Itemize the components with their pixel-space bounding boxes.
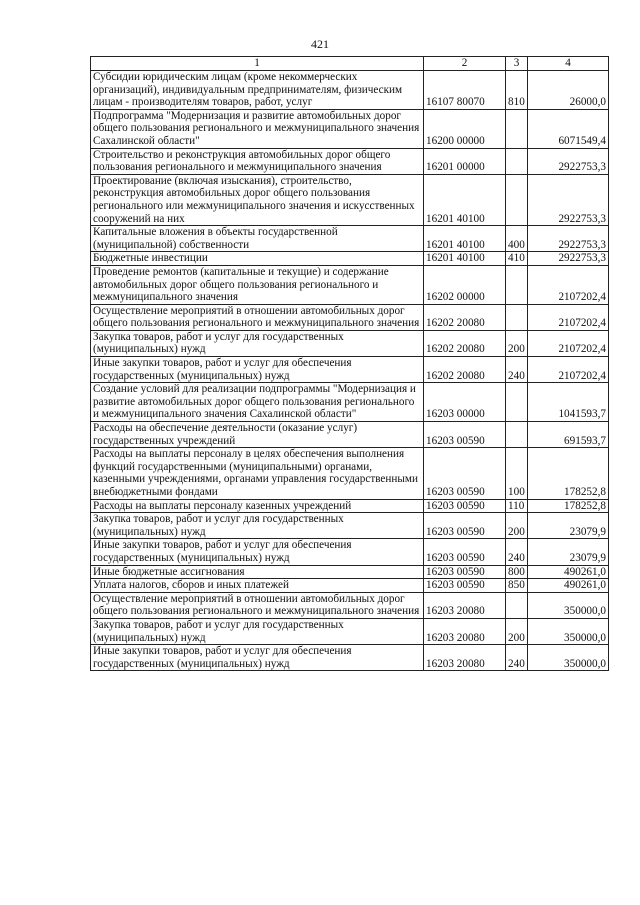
row-type-cell: 240: [506, 539, 528, 565]
table-row: [91, 265, 609, 304]
table-header-row: [91, 57, 609, 71]
page-number: 421: [311, 37, 329, 51]
row-type-cell: 810: [506, 71, 528, 110]
table-row: [91, 357, 609, 383]
row-type-cell: [506, 383, 528, 422]
row-name-cell: Расходы на обеспечение деятельности (оказание услуг) государственных учреждений: [91, 422, 424, 448]
row-name-cell: Бюджетные инвестиции: [91, 252, 424, 266]
row-sum-cell: 691593,7: [528, 422, 609, 448]
table-row: [91, 539, 609, 565]
table-row: [91, 579, 609, 593]
row-name-cell: Закупка товаров, работ и услуг для государственных (муниципальных) нужд: [91, 513, 424, 539]
table-row: [91, 565, 609, 579]
row-type-cell: 240: [506, 357, 528, 383]
row-type-cell: [506, 592, 528, 618]
row-name-cell: Субсидии юридическим лицам (кроме некоммерческих организаций), индивидуальным предпринимателям, физическим лицам - производителям товаров, работ, услуг: [91, 71, 424, 110]
column-header-name: 1: [91, 57, 424, 71]
row-code-cell: 16203 00590: [424, 499, 506, 513]
row-type-cell: [506, 174, 528, 225]
row-type-cell: 410: [506, 252, 528, 266]
row-sum-cell: 178252,8: [528, 499, 609, 513]
row-code-cell: 16200 00000: [424, 109, 506, 148]
row-name-cell: Строительство и реконструкция автомобильных дорог общего пользования регионального и межмуниципального значения: [91, 148, 424, 174]
row-code-cell: 16201 40100: [424, 226, 506, 252]
row-code-cell: 16203 20080: [424, 618, 506, 644]
row-name-cell: Закупка товаров, работ и услуг для государственных (муниципальных) нужд: [91, 618, 424, 644]
table-row: [91, 618, 609, 644]
row-sum-cell: 178252,8: [528, 448, 609, 499]
row-sum-cell: 26000,0: [528, 71, 609, 110]
row-code-cell: 16203 00590: [424, 565, 506, 579]
table-row: [91, 174, 609, 225]
row-name-cell: Иные закупки товаров, работ и услуг для обеспечения государственных (муниципальных) нужд: [91, 539, 424, 565]
row-sum-cell: 490261,0: [528, 579, 609, 593]
row-type-cell: 200: [506, 330, 528, 356]
table-row: [91, 422, 609, 448]
row-type-cell: 400: [506, 226, 528, 252]
row-code-cell: 16201 40100: [424, 174, 506, 225]
row-name-cell: Иные закупки товаров, работ и услуг для обеспечения государственных (муниципальных) нужд: [91, 645, 424, 671]
row-code-cell: 16203 20080: [424, 592, 506, 618]
row-sum-cell: 350000,0: [528, 592, 609, 618]
row-sum-cell: 490261,0: [528, 565, 609, 579]
row-sum-cell: 350000,0: [528, 645, 609, 671]
row-sum-cell: 2107202,4: [528, 330, 609, 356]
row-name-cell: Проектирование (включая изыскания), строительство, реконструкция автомобильных дорог общего пользования регионального или межмуниципального значения и искусственных сооружений на них: [91, 174, 424, 225]
row-code-cell: 16202 00000: [424, 265, 506, 304]
row-code-cell: 16202 20080: [424, 304, 506, 330]
row-name-cell: Капитальные вложения в объекты государственной (муниципальной) собственности: [91, 226, 424, 252]
table-row: [91, 226, 609, 252]
row-sum-cell: 2922753,3: [528, 252, 609, 266]
row-type-cell: [506, 265, 528, 304]
row-type-cell: 100: [506, 448, 528, 499]
table-row: [91, 304, 609, 330]
row-code-cell: 16203 20080: [424, 645, 506, 671]
row-name-cell: Создание условий для реализации подпрограммы "Модернизация и развитие автомобильных дорог общего пользования регионального и межмуниципального значения Сахалинской области": [91, 383, 424, 422]
row-type-cell: 200: [506, 513, 528, 539]
row-type-cell: 240: [506, 645, 528, 671]
column-header-sum: 4: [528, 57, 609, 71]
row-code-cell: 16201 00000: [424, 148, 506, 174]
row-code-cell: 16107 80070: [424, 71, 506, 110]
row-name-cell: Расходы на выплаты персоналу в целях обеспечения выполнения функций государственными (муниципальными) органами, казенными учреждениями, органами управления государственными внебюджетными фондами: [91, 448, 424, 499]
row-sum-cell: 2922753,3: [528, 174, 609, 225]
table-row: [91, 513, 609, 539]
row-sum-cell: 1041593,7: [528, 383, 609, 422]
row-type-cell: [506, 422, 528, 448]
row-sum-cell: 2107202,4: [528, 265, 609, 304]
row-sum-cell: 2922753,3: [528, 148, 609, 174]
row-type-cell: 850: [506, 579, 528, 593]
row-code-cell: 16201 40100: [424, 252, 506, 266]
table-row: [91, 592, 609, 618]
table-row: [91, 448, 609, 499]
row-sum-cell: 23079,9: [528, 539, 609, 565]
row-code-cell: 16203 00590: [424, 448, 506, 499]
row-sum-cell: 2107202,4: [528, 357, 609, 383]
row-code-cell: 16203 00590: [424, 579, 506, 593]
table-row: [91, 109, 609, 148]
table-row: [91, 645, 609, 671]
row-sum-cell: 2922753,3: [528, 226, 609, 252]
table-row: [91, 71, 609, 110]
table-row: [91, 383, 609, 422]
row-name-cell: Осуществление мероприятий в отношении автомобильных дорог общего пользования регионального и межмуниципального значения: [91, 592, 424, 618]
row-type-cell: 800: [506, 565, 528, 579]
table-row: [91, 148, 609, 174]
row-name-cell: Расходы на выплаты персоналу казенных учреждений: [91, 499, 424, 513]
table-row: [91, 499, 609, 513]
row-sum-cell: 350000,0: [528, 618, 609, 644]
row-code-cell: 16202 20080: [424, 357, 506, 383]
column-header-type: 3: [506, 57, 528, 71]
row-type-cell: 110: [506, 499, 528, 513]
row-code-cell: 16203 00590: [424, 539, 506, 565]
row-sum-cell: 2107202,4: [528, 304, 609, 330]
row-name-cell: Иные закупки товаров, работ и услуг для обеспечения государственных (муниципальных) нужд: [91, 357, 424, 383]
table-row: [91, 330, 609, 356]
row-code-cell: 16203 00590: [424, 513, 506, 539]
column-header-code: 2: [424, 57, 506, 71]
row-sum-cell: 6071549,4: [528, 109, 609, 148]
row-type-cell: [506, 148, 528, 174]
row-name-cell: Закупка товаров, работ и услуг для государственных (муниципальных) нужд: [91, 330, 424, 356]
row-name-cell: Осуществление мероприятий в отношении автомобильных дорог общего пользования регионального и межмуниципального значения: [91, 304, 424, 330]
row-type-cell: [506, 304, 528, 330]
row-name-cell: Подпрограмма "Модернизация и развитие автомобильных дорог общего пользования регионального и межмуниципального значения Сахалинской области": [91, 109, 424, 148]
row-type-cell: [506, 109, 528, 148]
row-sum-cell: 23079,9: [528, 513, 609, 539]
budget-table: [90, 56, 609, 671]
row-name-cell: Иные бюджетные ассигнования: [91, 565, 424, 579]
table-row: [91, 252, 609, 266]
row-code-cell: 16203 00590: [424, 422, 506, 448]
row-code-cell: 16203 00000: [424, 383, 506, 422]
row-code-cell: 16202 20080: [424, 330, 506, 356]
row-name-cell: Уплата налогов, сборов и иных платежей: [91, 579, 424, 593]
row-type-cell: 200: [506, 618, 528, 644]
row-name-cell: Проведение ремонтов (капитальные и текущие) и содержание автомобильных дорог общего пользования регионального и межмуниципального значения: [91, 265, 424, 304]
